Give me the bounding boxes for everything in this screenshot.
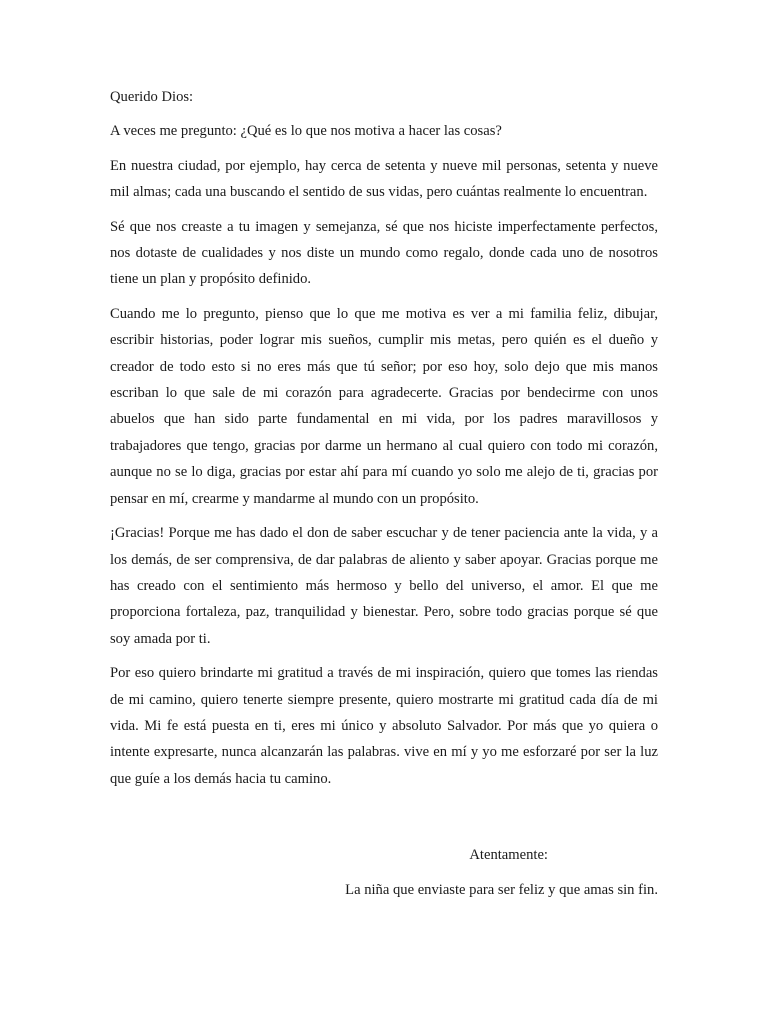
- salutation: Querido Dios:: [110, 89, 194, 105]
- paragraph-6: Por eso quiero brindarte mi gratitud a través de mi inspiración, quiero que tomes las riendas de mi camino, quiero tenerte siempre presente, quiero mostrarte mi gratitud cada día de mi vida. Mi fe está puesta en ti, eres mi único y absoluto Salvador. Por más que yo quiera o intente expresarte, nunca alcanzarán las palabras. vive en mí y yo me esforzaré por ser la luz que guíe a los demás hacia tu camino.: [110, 665, 658, 787]
- signature-line: La niña que enviaste para ser feliz y que amas sin fin.: [345, 881, 658, 898]
- letter-page: [110, 84, 658, 903]
- paragraph-1: A veces me pregunto: ¿Qué es lo que nos motiva a hacer las cosas?: [110, 123, 502, 140]
- closing-word: Atentamente:: [469, 847, 548, 864]
- closing-block: [110, 842, 658, 903]
- paragraph-4: Cuando me lo pregunto, pienso que lo que me motiva es ver a mi familia feliz, dibujar, escribir historias, poder lograr mis sueños, cumplir mis metas, pero quién es el dueño y creador de todo esto si no eres más que tú señor; por eso hoy, solo dejo que mis manos escriban lo que sale de mi corazón para agradecerte. Gracias por bendecirme con unos abuelos que han sido parte fundamental en mi vida, por los padres maravillosos y trabajadores que tengo, gracias por darme un hermano al cual quiero con todo mi corazón, aunque no se lo diga, gracias por estar ahí para mí cuando yo solo me alejo de ti, gracias por pensar en mí, crearme y mandarme al mundo con un propósito.: [110, 305, 658, 507]
- paragraph-2: En nuestra ciudad, por ejemplo, hay cerca de setenta y nueve mil personas, setenta y nueve mil almas; cada una buscando el sentido de sus vidas, pero cuántas realmente lo encuentran.: [110, 157, 658, 201]
- paragraph-3: Sé que nos creaste a tu imagen y semejanza, sé que nos hiciste imperfectamente perfectos, nos dotaste de cualidades y nos diste un mundo como regalo, donde cada uno de nosotros tiene un plan y propósito definido.: [110, 218, 658, 288]
- paragraph-5: ¡Gracias! Porque me has dado el don de saber escuchar y de tener paciencia ante la vida, y a los demás, de ser comprensiva, de dar palabras de aliento y saber apoyar. Gracias porque me has creado con el sentimiento más hermoso y bello del universo, el amor. El que me proporciona fortaleza, paz, tranquilidad y bienestar. Pero, sobre todo gracias porque sé que soy amada por ti.: [110, 525, 658, 647]
